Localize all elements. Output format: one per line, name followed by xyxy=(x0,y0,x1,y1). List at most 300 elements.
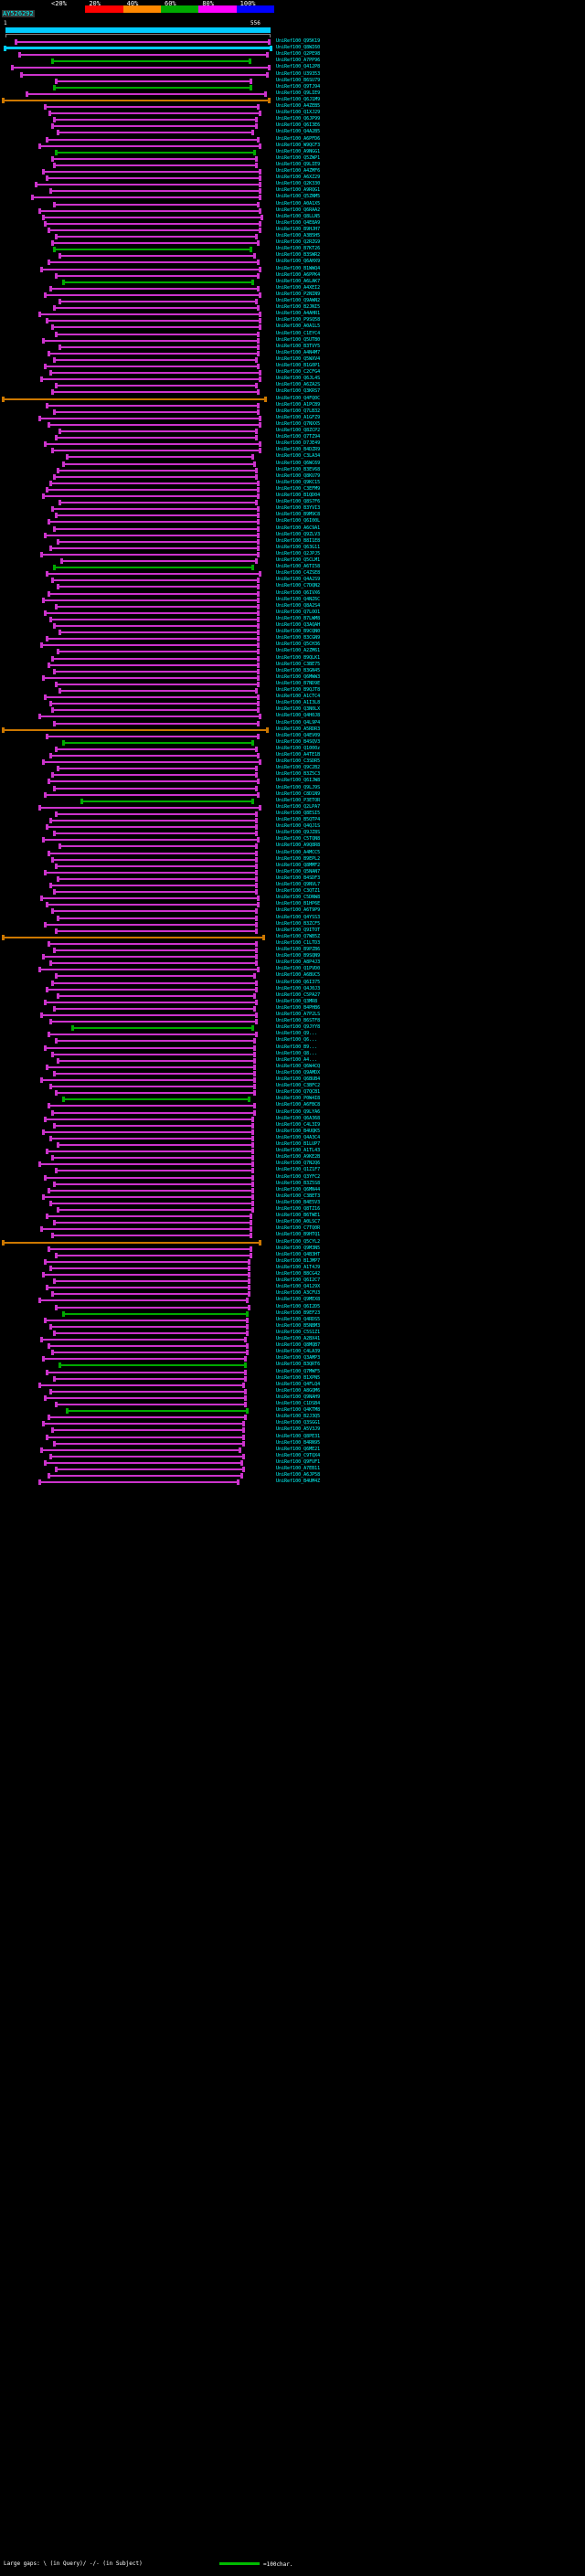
hit-label[interactable]: UniRef100_Q4RDS5 xyxy=(276,1316,321,1322)
hit-bar[interactable] xyxy=(57,275,258,277)
hit-bar[interactable] xyxy=(42,1449,239,1451)
hit-bar[interactable] xyxy=(40,1299,247,1301)
hit-label[interactable]: UniRef100_B4E5V3 xyxy=(276,1199,321,1205)
hit-label[interactable]: UniRef100_B1HP6E xyxy=(276,901,321,907)
hit-label[interactable]: UniRef100_Q9JZ8S xyxy=(276,830,321,836)
hit-bar[interactable] xyxy=(60,502,256,504)
hit-bar[interactable] xyxy=(46,924,256,926)
hit-label[interactable]: UniRef100_P2NIN9 xyxy=(276,291,321,297)
hit-label[interactable]: UniRef100_B6SU79 xyxy=(276,77,321,83)
hit-label[interactable]: UniRef100_C3SDR5 xyxy=(276,758,321,765)
hit-bar[interactable] xyxy=(60,631,258,633)
hit-label[interactable]: UniRef100_C5PA27 xyxy=(276,991,321,998)
hit-bar[interactable] xyxy=(55,476,256,478)
hit-bar[interactable] xyxy=(46,1320,247,1321)
hit-bar[interactable] xyxy=(55,1443,243,1445)
hit-label[interactable]: UniRef100_Q4EV09 xyxy=(276,732,321,738)
hit-bar[interactable] xyxy=(49,1345,247,1347)
hit-bar[interactable] xyxy=(64,742,252,744)
hit-bar[interactable] xyxy=(48,139,258,141)
hit-label[interactable]: UniRef100_A3B5H5 xyxy=(276,233,321,239)
hit-label[interactable]: UniRef100_Q6... xyxy=(276,1037,318,1044)
hit-label[interactable]: UniRef100_B4PHB6 xyxy=(276,1004,321,1011)
hit-label[interactable]: UniRef100_A1TL43 xyxy=(276,1148,321,1154)
hit-label[interactable]: UniRef100_Q3SGG1 xyxy=(276,1420,321,1426)
hit-label[interactable]: UniRef100_Q6IJW8 xyxy=(276,778,321,784)
hit-label[interactable]: UniRef100_A1T4J9 xyxy=(276,1264,321,1270)
hit-label[interactable]: UniRef100_B9HJH7 xyxy=(276,226,321,232)
hit-bar[interactable] xyxy=(62,560,256,562)
hit-label[interactable]: UniRef100_Q63G11 xyxy=(276,544,321,550)
hit-bar[interactable] xyxy=(51,962,256,964)
hit-bar[interactable] xyxy=(55,1125,252,1127)
hit-bar[interactable] xyxy=(42,378,260,380)
hit-label[interactable]: UniRef100_A3CFU3 xyxy=(276,1290,321,1297)
hit-bar[interactable] xyxy=(49,1190,252,1192)
hit-bar[interactable] xyxy=(60,430,256,432)
hit-bar[interactable] xyxy=(55,249,250,250)
hit-bar[interactable] xyxy=(48,405,258,407)
hit-bar[interactable] xyxy=(58,1209,252,1211)
hit-bar[interactable] xyxy=(44,1274,249,1276)
hit-label[interactable]: UniRef100_B3ZCF5 xyxy=(276,920,321,927)
hit-label[interactable]: UniRef100_A9RQG1 xyxy=(276,187,321,194)
hit-bar[interactable] xyxy=(51,1086,254,1087)
hit-bar[interactable] xyxy=(55,119,256,121)
hit-bar[interactable] xyxy=(58,878,256,880)
hit-bar[interactable] xyxy=(49,521,258,523)
hit-label[interactable]: UniRef100_B3Z5S8 xyxy=(276,1180,321,1186)
hit-bar[interactable] xyxy=(57,606,258,608)
hit-label[interactable]: UniRef100_Q2LPA7 xyxy=(276,803,321,810)
hit-bar[interactable] xyxy=(53,1352,247,1353)
hit-label[interactable]: UniRef100_Q7LOO1 xyxy=(276,609,321,615)
hit-label[interactable]: UniRef100_C3LA34 xyxy=(276,453,321,460)
hit-bar[interactable] xyxy=(53,1157,252,1159)
hit-label[interactable]: UniRef100_Q8KU79 xyxy=(276,472,321,479)
hit-bar[interactable] xyxy=(58,917,256,919)
hit-bar[interactable] xyxy=(49,261,258,263)
hit-label[interactable]: UniRef100_Q9LYA6 xyxy=(276,1108,321,1115)
hit-bar[interactable] xyxy=(48,489,258,491)
hit-label[interactable]: UniRef100_C9TQX4 xyxy=(276,1452,321,1458)
hit-bar[interactable] xyxy=(48,320,260,322)
hit-bar[interactable] xyxy=(60,690,256,692)
hit-label[interactable]: UniRef100_Q8S7F6 xyxy=(276,499,321,505)
hit-bar[interactable] xyxy=(51,1456,243,1458)
hit-bar[interactable] xyxy=(55,788,256,790)
hit-label[interactable]: UniRef100_C7TQ0R xyxy=(276,1225,321,1232)
hit-label[interactable]: UniRef100_B3Z5C3 xyxy=(276,771,321,778)
hit-label[interactable]: UniRef100_Q8... xyxy=(276,1050,318,1056)
hit-bar[interactable] xyxy=(55,528,258,530)
hit-label[interactable]: UniRef100_Q6WC69 xyxy=(276,460,321,466)
hit-label[interactable]: UniRef100_A4TE1B xyxy=(276,752,321,758)
hit-label[interactable]: UniRef100_C8D1N9 xyxy=(276,790,321,797)
hit-label[interactable]: UniRef100_B1G0P1 xyxy=(276,363,321,368)
hit-bar[interactable] xyxy=(49,1105,254,1107)
hit-bar[interactable] xyxy=(58,541,258,543)
hit-bar[interactable] xyxy=(46,1261,249,1263)
hit-bar[interactable] xyxy=(44,1196,252,1198)
hit-bar[interactable] xyxy=(48,1372,245,1373)
hit-bar[interactable] xyxy=(44,839,258,841)
hit-bar[interactable] xyxy=(46,443,260,445)
hit-bar[interactable] xyxy=(42,1014,256,1016)
hit-bar[interactable] xyxy=(40,1163,252,1165)
hit-label[interactable]: UniRef100_B3YVI3 xyxy=(276,505,321,512)
hit-label[interactable]: UniRef100_B9SQN9 xyxy=(276,953,321,959)
hit-bar[interactable] xyxy=(55,671,258,673)
hit-bar[interactable] xyxy=(48,638,258,640)
hit-label[interactable]: UniRef100_Q9LIE9 xyxy=(276,90,321,96)
hit-bar[interactable] xyxy=(73,1027,252,1029)
hit-label[interactable]: UniRef100_Q4A3C4 xyxy=(276,1134,321,1140)
hit-bar[interactable] xyxy=(60,845,256,847)
hit-bar[interactable] xyxy=(58,1144,252,1146)
hit-bar[interactable] xyxy=(53,1429,243,1431)
hit-label[interactable]: UniRef100_B9M9C8 xyxy=(276,512,321,518)
hit-label[interactable]: UniRef100_P3ETOR xyxy=(276,797,321,803)
hit-bar[interactable] xyxy=(64,281,252,283)
hit-bar[interactable] xyxy=(4,100,269,101)
hit-bar[interactable] xyxy=(46,1177,252,1179)
hit-label[interactable]: UniRef100_Q2PE98 xyxy=(276,51,321,58)
hit-bar[interactable] xyxy=(20,54,267,56)
hit-label[interactable]: UniRef100_A1I3L8 xyxy=(276,700,321,706)
hit-label[interactable]: UniRef100_Q8LLN5 xyxy=(276,213,321,219)
hit-label[interactable]: UniRef100_B2J3Q5 xyxy=(276,1414,321,1420)
hit-bar[interactable] xyxy=(57,334,258,335)
hit-label[interactable]: UniRef100_D7JE49 xyxy=(276,440,321,447)
hit-label[interactable]: UniRef100_Q6MWW3 xyxy=(276,673,321,680)
hit-label[interactable]: UniRef100_B9PZB6 xyxy=(276,947,321,952)
hit-label[interactable]: UniRef100_A0LSC7 xyxy=(276,1219,321,1225)
hit-bar[interactable] xyxy=(53,910,256,912)
hit-label[interactable]: UniRef100_Q3MR8 xyxy=(276,998,318,1004)
hit-label[interactable]: UniRef100_Q8MMF2 xyxy=(276,862,321,868)
hit-label[interactable]: UniRef100_B7ND9E xyxy=(276,680,321,686)
hit-bar[interactable] xyxy=(46,794,258,796)
hit-bar[interactable] xyxy=(48,736,258,737)
hit-bar[interactable] xyxy=(44,495,258,497)
hit-bar[interactable] xyxy=(46,612,258,614)
hit-bar[interactable] xyxy=(49,853,256,854)
hit-label[interactable]: UniRef100_A2BX41 xyxy=(276,1336,321,1341)
hit-label[interactable]: UniRef100_B4SDF3 xyxy=(276,875,321,881)
hit-bar[interactable] xyxy=(57,930,256,932)
hit-label[interactable]: UniRef100_Q1Z1F7 xyxy=(276,1167,321,1173)
hit-label[interactable]: UniRef100_C3BFC2 xyxy=(276,1083,321,1089)
hit-bar[interactable] xyxy=(4,398,265,400)
hit-label[interactable]: UniRef100_Q8PE31 xyxy=(276,1433,321,1439)
hit-label[interactable]: UniRef100_A4XEI2 xyxy=(276,284,321,291)
hit-bar[interactable] xyxy=(51,885,256,886)
hit-label[interactable]: UniRef100_Q9JYY8 xyxy=(276,1024,321,1031)
hit-bar[interactable] xyxy=(48,1150,252,1152)
hit-label[interactable]: UniRef100_Q9M3N5 xyxy=(276,1245,321,1251)
hit-label[interactable]: UniRef100_Q412P8 xyxy=(276,64,321,70)
hit-bar[interactable] xyxy=(53,1235,250,1236)
hit-label[interactable]: UniRef100_Q4NZ6C xyxy=(276,596,321,602)
hit-bar[interactable] xyxy=(60,346,258,348)
hit-bar[interactable] xyxy=(48,177,260,179)
hit-label[interactable]: UniRef100_Q3N0LX xyxy=(276,706,321,713)
hit-bar[interactable] xyxy=(55,1008,254,1010)
hit-bar[interactable] xyxy=(42,1339,245,1341)
hit-bar[interactable] xyxy=(55,1183,252,1185)
hit-bar[interactable] xyxy=(44,761,260,763)
hit-bar[interactable] xyxy=(53,450,260,451)
hit-bar[interactable] xyxy=(49,1475,241,1477)
hit-label[interactable]: UniRef100_Q6W4CQ xyxy=(276,1063,321,1069)
hit-bar[interactable] xyxy=(5,47,271,49)
hit-label[interactable]: UniRef100_C3BET3 xyxy=(276,1193,321,1199)
hit-label[interactable]: UniRef100_Q2RZG9 xyxy=(276,239,321,246)
hit-bar[interactable] xyxy=(50,112,260,114)
hit-label[interactable]: UniRef100_Q6IVX6 xyxy=(276,589,321,596)
hit-bar[interactable] xyxy=(46,1002,256,1003)
hit-label[interactable]: UniRef100_Q9AWN2 xyxy=(276,298,321,303)
hit-bar[interactable] xyxy=(42,1079,254,1081)
hit-label[interactable]: UniRef100_Q9LJ9S xyxy=(276,784,321,790)
hit-label[interactable]: UniRef100_Q7QCB1 xyxy=(276,1089,321,1096)
hit-bar[interactable] xyxy=(51,1267,249,1269)
hit-label[interactable]: UniRef100_B9QJT8 xyxy=(276,687,321,693)
hit-label[interactable]: UniRef100_Q4YSS3 xyxy=(276,914,321,920)
hit-label[interactable]: UniRef100_A0A1X5 xyxy=(276,200,321,207)
hit-label[interactable]: UniRef100_A6C9A1 xyxy=(276,525,321,531)
hit-bar[interactable] xyxy=(51,820,256,822)
hit-label[interactable]: UniRef100_A7P2LS xyxy=(276,1012,321,1017)
hit-bar[interactable] xyxy=(53,242,258,244)
hit-label[interactable]: UniRef100_A4... xyxy=(276,1056,318,1063)
hit-label[interactable]: UniRef100_A6ZA2S xyxy=(276,382,321,388)
hit-bar[interactable] xyxy=(46,1118,252,1120)
hit-bar[interactable] xyxy=(55,625,258,627)
hit-bar[interactable] xyxy=(64,1098,249,1100)
hit-bar[interactable] xyxy=(51,547,258,549)
hit-label[interactable]: UniRef100_B9HTQ1 xyxy=(276,1232,321,1238)
hit-label[interactable]: UniRef100_C3QTZ1 xyxy=(276,888,321,895)
hit-bar[interactable] xyxy=(22,74,267,76)
hit-bar[interactable] xyxy=(40,716,260,717)
hit-bar[interactable] xyxy=(68,456,252,458)
hit-bar[interactable] xyxy=(49,353,258,355)
hit-bar[interactable] xyxy=(55,949,256,951)
hit-bar[interactable] xyxy=(49,424,260,426)
hit-label[interactable]: UniRef100_C5TQN8 xyxy=(276,836,321,843)
hit-label[interactable]: UniRef100_Q9FUF1 xyxy=(276,1458,321,1465)
hit-label[interactable]: UniRef100_Q6RAA2 xyxy=(276,207,321,213)
hit-bar[interactable] xyxy=(53,774,256,776)
hit-label[interactable]: UniRef100_A7EB11 xyxy=(276,1466,321,1471)
hit-bar[interactable] xyxy=(16,41,269,43)
hit-bar[interactable] xyxy=(4,1242,260,1244)
hit-label[interactable]: UniRef100_B4UQK5 xyxy=(276,1128,321,1134)
hit-label[interactable]: UniRef100_Q5CYL2 xyxy=(276,1238,321,1245)
hit-label[interactable]: UniRef100_Q6BUB4 xyxy=(276,1076,321,1082)
hit-label[interactable]: UniRef100_Q7NXX5 xyxy=(276,420,321,427)
hit-label[interactable]: UniRef100_Q8WI60 xyxy=(276,45,321,51)
hit-bar[interactable] xyxy=(51,1391,245,1393)
hit-label[interactable]: UniRef100_Q9ITOT xyxy=(276,927,321,933)
hit-label[interactable]: UniRef100_Q6AHX9 xyxy=(276,259,321,265)
hit-label[interactable]: UniRef100_Q8A2S4 xyxy=(276,602,321,609)
hit-bar[interactable] xyxy=(40,145,260,147)
hit-bar[interactable] xyxy=(40,1481,238,1483)
hit-bar[interactable] xyxy=(53,709,258,711)
hit-label[interactable]: UniRef100_Q4A2S9 xyxy=(276,577,321,583)
hit-label[interactable]: UniRef100_A1PCB9 xyxy=(276,401,321,408)
hit-bar[interactable] xyxy=(46,696,258,698)
hit-label[interactable]: UniRef100_Q4J0J3 xyxy=(276,985,321,991)
hit-bar[interactable] xyxy=(58,768,256,769)
hit-bar[interactable] xyxy=(53,1054,254,1055)
hit-label[interactable]: UniRef100_A6JP58 xyxy=(276,1472,321,1479)
hit-bar[interactable] xyxy=(51,1138,252,1140)
hit-label[interactable]: UniRef100_Q4KTM8 xyxy=(276,1407,321,1414)
hit-label[interactable]: UniRef100_A6XZ29 xyxy=(276,175,321,181)
hit-bar[interactable] xyxy=(57,865,256,867)
hit-label[interactable]: UniRef100_Q9... xyxy=(276,1031,318,1037)
hit-bar[interactable] xyxy=(53,391,258,393)
hit-bar[interactable] xyxy=(64,1313,247,1315)
hit-label[interactable]: UniRef100_A8GQM6 xyxy=(276,1387,321,1394)
hit-label[interactable]: UniRef100_C3EFM9 xyxy=(276,485,321,492)
hit-label[interactable]: UniRef100_A6T9P9 xyxy=(276,907,321,914)
hit-bar[interactable] xyxy=(55,359,256,361)
hit-label[interactable]: UniRef100_Q9KC15 xyxy=(276,479,321,485)
hit-bar[interactable] xyxy=(53,579,258,581)
hit-bar[interactable] xyxy=(44,1423,243,1425)
hit-label[interactable]: UniRef100_A6PFD6 xyxy=(276,135,321,142)
hit-bar[interactable] xyxy=(58,995,254,997)
hit-bar[interactable] xyxy=(57,1307,249,1309)
hit-label[interactable]: UniRef100_Q5CH36 xyxy=(276,641,321,648)
hit-bar[interactable] xyxy=(58,132,252,133)
hit-bar[interactable] xyxy=(55,1073,254,1075)
hit-bar[interactable] xyxy=(51,619,258,620)
hit-bar[interactable] xyxy=(57,813,256,815)
hit-label[interactable]: UniRef100_C2CFG4 xyxy=(276,369,321,376)
hit-label[interactable]: UniRef100_B9EPL2 xyxy=(276,855,321,862)
hit-bar[interactable] xyxy=(57,80,250,82)
hit-bar[interactable] xyxy=(48,1436,243,1438)
hit-bar[interactable] xyxy=(49,593,258,595)
hit-bar[interactable] xyxy=(55,1222,250,1224)
hit-label[interactable]: UniRef100_Q6J1M9 xyxy=(276,96,321,102)
hit-bar[interactable] xyxy=(48,826,256,828)
hit-label[interactable]: UniRef100_W9QCF3 xyxy=(276,142,321,148)
hit-bar[interactable] xyxy=(27,93,265,95)
hit-label[interactable]: UniRef100_A5RDR3 xyxy=(276,726,321,732)
hit-label[interactable]: UniRef100_Q1XJ29 xyxy=(276,110,321,116)
hit-bar[interactable] xyxy=(44,340,258,342)
hit-bar[interactable] xyxy=(55,723,258,725)
hit-bar[interactable] xyxy=(57,1468,243,1470)
hit-label[interactable]: UniRef100_Q2K330 xyxy=(276,181,321,187)
hit-bar[interactable] xyxy=(46,223,260,225)
hit-bar[interactable] xyxy=(53,508,258,510)
hit-label[interactable]: UniRef100_Q3AQAH xyxy=(276,622,321,628)
hit-label[interactable]: UniRef100_B1LUP7 xyxy=(276,1141,321,1147)
hit-bar[interactable] xyxy=(33,196,260,198)
hit-bar[interactable] xyxy=(57,514,258,516)
hit-bar[interactable] xyxy=(57,1255,250,1256)
hit-label[interactable]: UniRef100_Q9NVL7 xyxy=(276,882,321,887)
hit-bar[interactable] xyxy=(48,573,260,575)
hit-bar[interactable] xyxy=(46,1397,245,1399)
hit-label[interactable]: UniRef100_Q6ME21 xyxy=(276,1446,321,1452)
hit-label[interactable]: UniRef100_Q6I00L xyxy=(276,518,321,525)
hit-label[interactable]: UniRef100_Q5UTB0 xyxy=(276,336,321,343)
hit-bar[interactable] xyxy=(55,1332,247,1334)
hit-bar[interactable] xyxy=(51,1326,247,1328)
hit-bar[interactable] xyxy=(49,229,260,231)
hit-label[interactable]: UniRef100_Q4E8A9 xyxy=(276,219,321,226)
hit-label[interactable]: UniRef100_C4LA39 xyxy=(276,1349,321,1355)
hit-bar[interactable] xyxy=(53,658,258,660)
hit-bar[interactable] xyxy=(49,1248,250,1250)
hit-bar[interactable] xyxy=(51,372,260,374)
hit-label[interactable]: UniRef100_P9SQ58 xyxy=(276,317,321,323)
hit-label[interactable]: UniRef100_A1GFZ9 xyxy=(276,414,321,420)
hit-bar[interactable] xyxy=(46,366,258,367)
hit-bar[interactable] xyxy=(48,989,256,991)
hit-label[interactable]: UniRef100_Q1000z xyxy=(276,745,321,751)
hit-bar[interactable] xyxy=(58,1060,254,1062)
hit-label[interactable]: UniRef100_Q3AMP3 xyxy=(276,1355,321,1362)
hit-label[interactable]: UniRef100_Q9MEX8 xyxy=(276,1297,321,1303)
hit-label[interactable]: UniRef100_C3BE75 xyxy=(276,661,321,667)
hit-bar[interactable] xyxy=(51,1203,252,1204)
hit-bar[interactable] xyxy=(53,1293,249,1295)
hit-label[interactable]: UniRef100_Q9LIE9 xyxy=(276,161,321,167)
hit-bar[interactable] xyxy=(49,664,258,666)
hit-label[interactable]: UniRef100_U39353 xyxy=(276,70,321,77)
hit-label[interactable]: UniRef100_B4UM4Z xyxy=(276,1479,321,1485)
hit-bar[interactable] xyxy=(57,236,256,238)
hit-bar[interactable] xyxy=(40,418,260,419)
hit-bar[interactable] xyxy=(49,1034,256,1035)
hit-label[interactable]: UniRef100_Q9C2B2 xyxy=(276,765,321,771)
hit-label[interactable]: UniRef100_Q7MWF5 xyxy=(276,1368,321,1374)
hit-bar[interactable] xyxy=(58,586,258,588)
hit-label[interactable]: UniRef100_C1EYC4 xyxy=(276,330,321,336)
hit-label[interactable]: UniRef100_A0A1L5 xyxy=(276,323,321,330)
hit-label[interactable]: UniRef100_A9NGG1 xyxy=(276,148,321,154)
hit-label[interactable]: UniRef100_Q6I2C7 xyxy=(276,1277,321,1284)
hit-bar[interactable] xyxy=(37,184,260,186)
hit-label[interactable]: UniRef100_C1LTD3 xyxy=(276,939,321,946)
hit-bar[interactable] xyxy=(13,67,269,69)
hit-bar[interactable] xyxy=(55,411,258,413)
hit-label[interactable]: UniRef100_Q2JPJ5 xyxy=(276,550,321,557)
hit-bar[interactable] xyxy=(58,651,258,652)
hit-label[interactable]: UniRef100_B9EF23 xyxy=(276,1309,321,1316)
hit-label[interactable]: UniRef100_C5S1Z1 xyxy=(276,1329,321,1335)
hit-label[interactable]: UniRef100_B7KT26 xyxy=(276,246,321,252)
hit-label[interactable]: UniRef100_Q6JL4S xyxy=(276,376,321,382)
hit-label[interactable]: UniRef100_A6BUC5 xyxy=(276,972,321,979)
hit-bar[interactable] xyxy=(4,937,263,938)
hit-label[interactable]: UniRef100_B4SQV3 xyxy=(276,738,321,745)
hit-bar[interactable] xyxy=(49,943,256,945)
hit-bar[interactable] xyxy=(55,87,250,89)
hit-label[interactable]: UniRef100_B4DZR9 xyxy=(276,447,321,453)
hit-bar[interactable] xyxy=(42,1228,250,1230)
